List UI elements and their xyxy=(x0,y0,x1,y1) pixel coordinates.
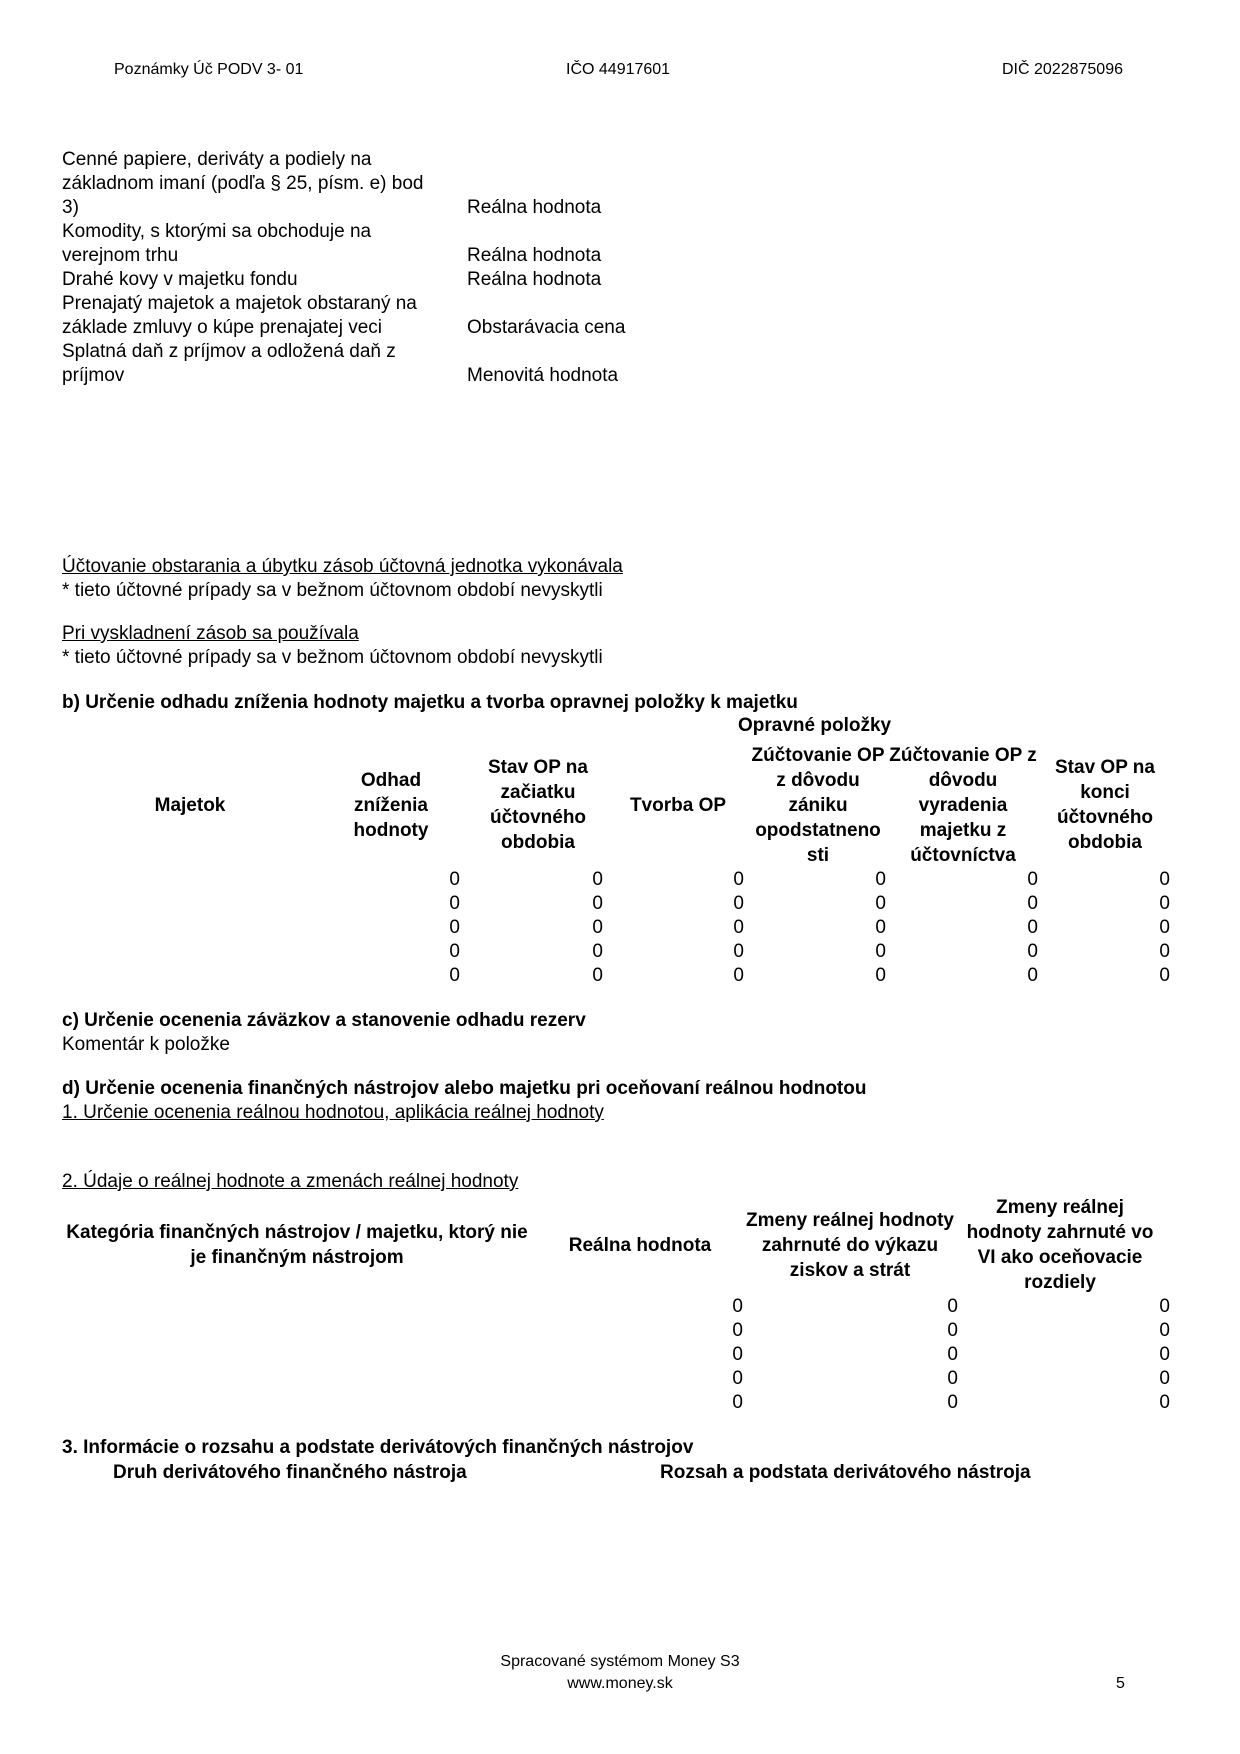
col-header-zuctovanie-zanik: Zúčtovanie OP z dôvodu zániku opodstatneno sti xyxy=(751,745,885,866)
valuation-list xyxy=(62,148,662,398)
col-header-stav-koniec: Stav OP na konci účtovného obdobia xyxy=(1055,757,1155,853)
section-b-title: b) Určenie odhadu zníženia hodnoty majetku a tvorba opravnej položky k majetku xyxy=(62,692,798,713)
valuation-item-securities-label: Cenné papiere, deriváty a podiely na základnom imaní (podľa § 25, písm. e) bod 3) xyxy=(62,149,424,218)
section-d-sub3: 3. Informácie o rozsahu a podstate derivátových finančných nástrojov xyxy=(62,1437,694,1458)
inventory-heading: Účtovanie obstarania a úbytku zásob účtovná jednotka vykonávala xyxy=(62,556,623,577)
col-header-zmeny-vzs: Zmeny reálnej hodnoty zahrnuté do výkazu ziskov a strát xyxy=(746,1210,954,1281)
deriv-col-rozsah: Rozsah a podstata derivátového nástroja xyxy=(660,1462,1031,1483)
col-header-kategoria: Kategória finančných nástrojov / majetku, ktorý nie je finančným nástrojom xyxy=(66,1222,528,1268)
valuation-item-tax-value: Menovitá hodnota xyxy=(467,365,619,386)
col-header-majetok: Majetok xyxy=(154,795,226,816)
section-d-sub2: 2. Údaje o reálnej hodnote a zmenách reálnej hodnoty xyxy=(62,1171,519,1192)
section-d-title: d) Určenie ocenenia finančných nástrojov alebo majetku pri oceňovaní reálnou hodnotou xyxy=(62,1078,867,1099)
col-header-tvorba: Tvorba OP xyxy=(629,795,727,816)
col-header-zuctovanie-vyradenie: Zúčtovanie OP z dôvodu vyradenia majetku z účtovníctva xyxy=(889,745,1037,866)
section-b-group-header: Opravné položky xyxy=(738,715,892,736)
header-left: Poznámky Úč PODV 3- 01 xyxy=(114,61,304,78)
valuation-item-leased-value: Obstarávacia cena xyxy=(467,317,626,338)
valuation-item-leased-label: Prenajatý majetok a majetok obstaraný na základe zmluvy o kúpe prenajatej veci xyxy=(62,293,417,338)
valuation-item-commodities-label: Komodity, s ktorými sa obchoduje na verejnom trhu xyxy=(62,221,372,266)
footer-url: www.money.sk xyxy=(567,1675,673,1692)
header-dic: DIČ 2022875096 xyxy=(1002,61,1123,78)
section-c-comment: Komentár k položke xyxy=(62,1034,230,1055)
valuation-item-metals-value: Reálna hodnota xyxy=(467,269,602,290)
valuation-item-tax-label: Splatná daň z príjmov a odložená daň z príjmov xyxy=(62,341,396,386)
col-header-zmeny-vi: Zmeny reálnej hodnoty zahrnuté vo VI ako oceňovacie rozdiely xyxy=(966,1197,1154,1293)
valuation-item-metals-label: Drahé kovy v majetku fondu xyxy=(62,269,298,290)
valuation-item-commodities-value: Reálna hodnota xyxy=(467,245,602,266)
col-header-realna-hodnota: Reálna hodnota xyxy=(568,1235,712,1256)
col-header-odhad: Odhad zníženia hodnoty xyxy=(353,770,429,841)
section-c-title: c) Určenie ocenenia záväzkov a stanovenie odhadu rezerv xyxy=(62,1010,586,1031)
section-d-sub1: 1. Určenie ocenenia reálnou hodnotou, aplikácia reálnej hodnoty xyxy=(62,1102,604,1123)
col-header-stav-zaciatok: Stav OP na začiatku účtovného obdobia xyxy=(488,757,588,853)
page-number: 5 xyxy=(1116,1675,1125,1692)
footer-software: Spracované systémom Money S3 xyxy=(500,1653,740,1670)
inventory-note: * tieto účtovné prípady sa v bežnom účtovnom období nevyskytli xyxy=(62,580,603,601)
valuation-item-securities-value: Reálna hodnota xyxy=(467,197,602,218)
stock-issue-note: * tieto účtovné prípady sa v bežnom účtovnom období nevyskytli xyxy=(62,647,603,668)
stock-issue-heading: Pri vyskladnení zásob sa používala xyxy=(62,623,359,644)
header-ico: IČO 44917601 xyxy=(566,61,671,78)
deriv-col-druh: Druh derivátového finančného nástroja xyxy=(113,1462,467,1483)
